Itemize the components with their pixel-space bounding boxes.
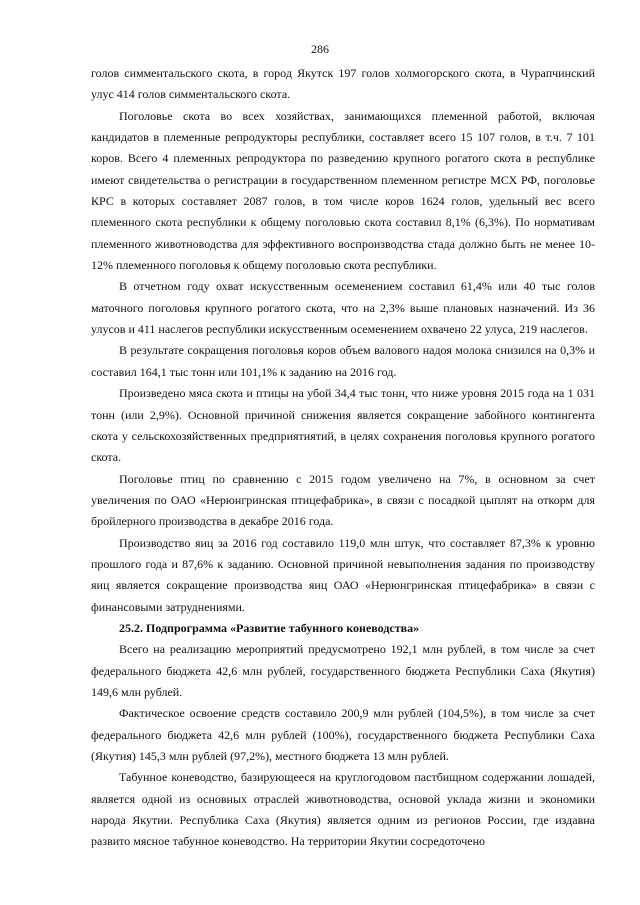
paragraph: Произведено мяса скота и птицы на убой 34,4 тыс тонн, что ниже уровня 2015 года на 1 031 тонн (или 2,9%). Основной причиной снижения является сокращение забойного контингента скота у сельскохозяйственных предприятиятий, в целях сохранения поголовья крупного рогатого скота. [91, 386, 595, 465]
paragraph: голов симментальского скота, в город Якутск 197 голов холмогорского скота, в Чурапчинский улус 414 голов симментальского скота. [91, 66, 595, 102]
document-body [91, 63, 595, 853]
paragraph: В результате сокращения поголовья коров объем валового надоя молока снизился на 0,3% и составил 164,1 тыс тонн или 101,1% к заданию на 2016 год. [91, 343, 595, 379]
paragraph: Поголовье скота во всех хозяйствах, занимающихся племенной работой, включая кандидатов в племенные репродукторы республики, составляет всего 15 107 голов, в т.ч. 7 101 коров. Всего 4 племенных репродуктора по разведению крупного рогатого скота в республике имеют свидетельства о регистрации в государственном племенном регистре МСХ РФ, поголовье КРС в которых составляет 2087 голов, в том числе коров 1624 голов, удельный вес всего племенного скота республики к общему поголовью скота составил 8,1% (6,3%). По нормативам племенного животноводства для эффективного воспроизводства стада должно быть не менее 10-12% племенного поголовья к общему поголовью скота республики. [91, 108, 595, 273]
section-heading: 25.2. Подпрограмма «Развитие табунного коневодства» [119, 620, 420, 635]
paragraph: Фактическое освоение средств составило 200,9 млн рублей (104,5%), в том числе за счет федерального бюджета 42,6 млн рублей (100%), государственного бюджета Республики Саха (Якутия) 145,3 млн рублей (97,2%), местного бюджета 13 млн рублей. [91, 706, 595, 763]
paragraph: Поголовье птиц по сравнению с 2015 годом увеличено на 7%, в основном за счет увеличения по ОАО «Нерюнгринская птицефабрика», в связи с посадкой цыплят на откорм для бройлерного производства в декабре 2016 года. [91, 471, 595, 529]
paragraph: Табунное коневодство, базирующееся на круглогодовом пастбищном содержании лошадей, является одной из основных отраслей животноводства, основой уклада жизни и экономики народа Якутии. Республика Саха (Якутия) является одним из регионов России, где издавна развито мясное табунное коневодство. На территории Якутии сосредоточено [91, 770, 595, 849]
page-number: 286 [311, 42, 329, 56]
paragraph: Всего на реализацию мероприятий предусмотрено 192,1 млн рублей, в том числе за счет федерального бюджета 42,6 млн рублей, государственного бюджета Республики Саха (Якутия) 149,6 млн рублей. [91, 642, 595, 699]
paragraph: Производство яиц за 2016 год составило 119,0 млн штук, что составляет 87,3% к уровню прошлого года и 87,6% к заданию. Основной причиной невыполнения задания по производству яиц является сокращение производства яиц ОАО «Нерюнгринская птицефабрика» в связи с финансовыми затруднениями. [91, 535, 595, 614]
paragraph: В отчетном году охват искусственным осеменением составил 61,4% или 40 тыс голов маточного поголовья крупного рогатого скота, что на 2,3% выше плановых назначений. Из 36 улусов и 411 наслегов республики искусственным осеменением охвачено 22 улуса, 219 наслегов. [91, 279, 595, 337]
